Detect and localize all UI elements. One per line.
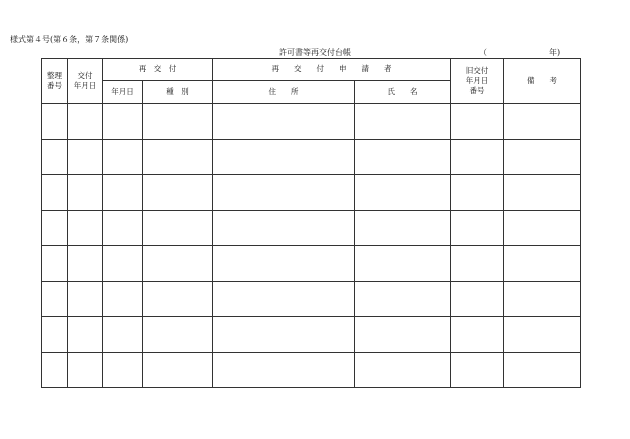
header-address: 住 所 xyxy=(213,81,355,104)
cell-saikofu-date[interactable] xyxy=(103,246,143,282)
cell-seiri-bango[interactable] xyxy=(42,246,68,282)
cell-address[interactable] xyxy=(213,246,355,282)
table-row xyxy=(42,104,581,140)
header-seiri-line1: 整理 xyxy=(47,70,62,80)
table-row xyxy=(42,281,581,317)
cell-saikofu-type[interactable] xyxy=(143,175,213,211)
cell-saikofu-date[interactable] xyxy=(103,352,143,388)
table-row xyxy=(42,139,581,175)
cell-kyu-kofu[interactable] xyxy=(451,281,504,317)
cell-saikofu-type[interactable] xyxy=(143,139,213,175)
header-name: 氏 名 xyxy=(355,81,451,104)
cell-saikofu-type[interactable] xyxy=(143,210,213,246)
cell-saikofu-type[interactable] xyxy=(143,281,213,317)
cell-name[interactable] xyxy=(355,246,451,282)
cell-name[interactable] xyxy=(355,281,451,317)
document-title: 許可書等再交付台帳 xyxy=(279,48,351,57)
form-id-label: 様式第４号(第６条，第７条関係) xyxy=(10,35,129,44)
header-saikofu: 再 交 付 xyxy=(103,59,213,81)
cell-address[interactable] xyxy=(213,175,355,211)
cell-kyu-kofu[interactable] xyxy=(451,246,504,282)
cell-address[interactable] xyxy=(213,139,355,175)
cell-seiri-bango[interactable] xyxy=(42,104,68,140)
cell-kofu-nengappi[interactable] xyxy=(68,246,103,282)
header-seiri-bango xyxy=(42,59,68,104)
cell-kyu-kofu[interactable] xyxy=(451,104,504,140)
year-field xyxy=(479,47,560,58)
cell-kofu-nengappi[interactable] xyxy=(68,139,103,175)
cell-saikofu-date[interactable] xyxy=(103,175,143,211)
cell-name[interactable] xyxy=(355,139,451,175)
cell-address[interactable] xyxy=(213,210,355,246)
table-row xyxy=(42,317,581,353)
cell-seiri-bango[interactable] xyxy=(42,139,68,175)
header-kyu-line3: 番号 xyxy=(469,86,485,96)
cell-biko[interactable] xyxy=(504,246,581,282)
cell-saikofu-date[interactable] xyxy=(103,210,143,246)
year-suffix: 年) xyxy=(549,48,561,57)
cell-name[interactable] xyxy=(355,104,451,140)
cell-seiri-bango[interactable] xyxy=(42,281,68,317)
cell-name[interactable] xyxy=(355,175,451,211)
cell-biko[interactable] xyxy=(504,281,581,317)
cell-biko[interactable] xyxy=(504,210,581,246)
header-kyu-line2: 年月日 xyxy=(465,75,489,85)
cell-seiri-bango[interactable] xyxy=(42,210,68,246)
year-open-paren: （ xyxy=(479,48,487,57)
cell-saikofu-date[interactable] xyxy=(103,317,143,353)
cell-address[interactable] xyxy=(213,352,355,388)
table-row xyxy=(42,210,581,246)
cell-name[interactable] xyxy=(355,317,451,353)
cell-seiri-bango[interactable] xyxy=(42,175,68,211)
header-kyu-kofu xyxy=(451,59,504,104)
cell-kyu-kofu[interactable] xyxy=(451,210,504,246)
cell-saikofu-type[interactable] xyxy=(143,246,213,282)
cell-seiri-bango[interactable] xyxy=(42,317,68,353)
cell-kyu-kofu[interactable] xyxy=(451,139,504,175)
header-biko: 備 考 xyxy=(504,59,581,104)
cell-saikofu-date[interactable] xyxy=(103,281,143,317)
cell-address[interactable] xyxy=(213,281,355,317)
cell-name[interactable] xyxy=(355,352,451,388)
cell-saikofu-type[interactable] xyxy=(143,104,213,140)
cell-kofu-nengappi[interactable] xyxy=(68,210,103,246)
cell-saikofu-type[interactable] xyxy=(143,317,213,353)
table-row xyxy=(42,175,581,211)
cell-biko[interactable] xyxy=(504,104,581,140)
header-kofu-nengappi xyxy=(68,59,103,104)
header-applicant: 再 交 付 申 請 者 xyxy=(213,59,451,81)
table-row xyxy=(42,246,581,282)
cell-seiri-bango[interactable] xyxy=(42,352,68,388)
cell-biko[interactable] xyxy=(504,317,581,353)
cell-kyu-kofu[interactable] xyxy=(451,352,504,388)
cell-address[interactable] xyxy=(213,317,355,353)
cell-name[interactable] xyxy=(355,210,451,246)
cell-kofu-nengappi[interactable] xyxy=(68,104,103,140)
cell-kofu-nengappi[interactable] xyxy=(68,175,103,211)
cell-kyu-kofu[interactable] xyxy=(451,175,504,211)
header-seiri-line2: 番号 xyxy=(47,81,62,90)
header-kyu-line1: 旧交付 xyxy=(465,65,489,75)
cell-saikofu-type[interactable] xyxy=(143,352,213,388)
header-kofu-line2: 年月日 xyxy=(73,81,97,90)
cell-kyu-kofu[interactable] xyxy=(451,317,504,353)
header-kofu-line1: 交付 xyxy=(77,70,93,80)
table-row xyxy=(42,352,581,388)
header-saikofu-type: 種 別 xyxy=(143,81,213,104)
cell-saikofu-date[interactable] xyxy=(103,139,143,175)
cell-kofu-nengappi[interactable] xyxy=(68,281,103,317)
cell-biko[interactable] xyxy=(504,139,581,175)
header-saikofu-date: 年月日 xyxy=(103,81,143,104)
register-body xyxy=(42,104,581,388)
cell-biko[interactable] xyxy=(504,352,581,388)
cell-saikofu-date[interactable] xyxy=(103,104,143,140)
cell-kofu-nengappi[interactable] xyxy=(68,352,103,388)
cell-kofu-nengappi[interactable] xyxy=(68,317,103,353)
cell-address[interactable] xyxy=(213,104,355,140)
cell-biko[interactable] xyxy=(504,175,581,211)
reissue-register-table xyxy=(41,58,581,388)
